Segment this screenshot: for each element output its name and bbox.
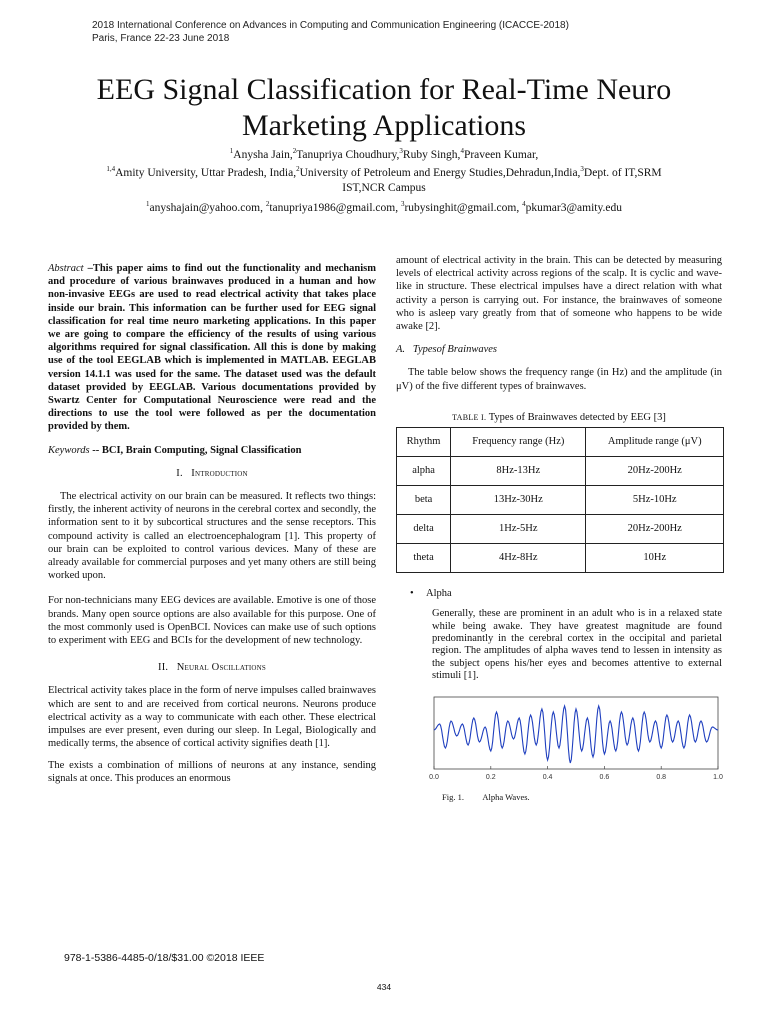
table-cell: theta <box>397 544 451 573</box>
table-caption: TABLE I. Types of Brainwaves detected by EEG [3] <box>452 411 666 423</box>
table-cell: 10Hz <box>586 544 724 573</box>
section-2-para-2-cont: amount of electrical activity in the brain. This can be detected by measuring levels of electrical activity across regions of the scalp. It is cyclic and wave-like in structure. These electrical impulses have a direct relation with what activity a person is carrying out. For instance, the brainwaves of someone who is asleep vary greatly from that of someone who happens to be wide awake [2]. <box>396 255 722 333</box>
alpha-wave-line <box>434 706 718 763</box>
table-cell: 20Hz-200Hz <box>586 515 724 544</box>
abstract-label: Abstract <box>48 263 84 274</box>
table-header-cell: Rhythm <box>397 428 451 457</box>
alpha-figure <box>426 695 722 804</box>
alpha-paragraph: Generally, these are prominent in an adult who is in a relaxed state while being awake. They have greatest magnitude are found predominantly in the cerebral cortex in the occipital and parietal region. The amplitudes of alpha waves tend to lessen in intensity as the subject opens his/her eyes and becomes attentive to external stimuli [1]. <box>432 608 722 682</box>
table-row <box>397 486 724 515</box>
table-cell: 4Hz-8Hz <box>451 544 586 573</box>
section-2-para-1: Electrical activity takes place in the form of nerve impulses called brainwaves which are sent to and are received from cortical neurons. Neurons produce electrical activity as a way to communicate with each other. These electrical impulses are ever present, even during our sleep. In Legal, Biologically and medically terms, the absence of cortical activity signifies death [1]. <box>48 685 376 750</box>
x-tick-label: 0.2 <box>485 773 496 781</box>
subsection-a-heading: A. Typesof Brainwaves <box>396 344 498 356</box>
table-row <box>397 515 724 544</box>
author-affiliation-cont: IST,NCR Campus <box>342 181 426 194</box>
page-number: 434 <box>376 982 392 992</box>
section-2-para-2: The exists a combination of millions of neurons at any instance, sending signals at once. This produces an enormous <box>48 759 376 784</box>
table-cell: beta <box>397 486 451 515</box>
conference-line-1: 2018 International Conference on Advances in Computing and Communication Engineering (ICACCE-2018) <box>92 20 569 31</box>
table-header-row <box>397 428 724 457</box>
alpha-wave-chart <box>426 695 726 787</box>
left-column <box>48 262 376 793</box>
right-column <box>396 254 722 804</box>
title-line-2: Marketing Applications <box>241 109 527 142</box>
bullet-icon: • <box>410 588 414 600</box>
alpha-bullet <box>410 587 722 600</box>
table-header-cell: Amplitude range (μV) <box>586 428 724 457</box>
x-tick-label: 0.0 <box>429 773 439 781</box>
title-line-1: EEG Signal Classification for Real-Time Neuro <box>96 73 672 106</box>
conference-line-2: Paris, France 22-23 June 2018 <box>92 32 230 44</box>
table-cell: 1Hz-5Hz <box>451 515 586 544</box>
figure-caption-text: Alpha Waves. <box>482 791 530 802</box>
x-tick-label: 0.8 <box>656 773 667 781</box>
table-cell: 20Hz-200Hz <box>586 457 724 486</box>
abstract: Abstract –This paper aims to find out the functionality and mechanism and procedure of various brainwaves produced in a human and how non-invasive EEGs are used to read electrical activity that takes place inside our brain. This information can be further used for EEG signal classification for real time neuro marketing applications. In this paper we are going to compare the efficiency of the results of using various algorithms required for signal classification. All this is done by making use of the tool EEGLAB which is implemented in MATLAB. EEGLAB version 14.1.1 was used for the same. The dataset used was the default dataset provided by EEGLAB. Various documentations provided by Swartz Center for Computational Neuroscience were read and the directions to use the tool were followed as per the documentation provided by them. <box>48 263 376 433</box>
keywords: Keywords -- BCI, Brain Computing, Signal Classification <box>48 444 302 456</box>
section-1-para-1: The electrical activity on our brain can be measured. It reflects two things: firstly, the inherent activity of neurons in the cerebral cortex and secondly, the information sent to it by subcortical structures and the sense receptors. This compound activity is called an electroencephalogram [1]. This property of our brain can be exploited to control various devices. Many of these are already available for commercial purposes and yet many others are still being worked upon. <box>48 491 376 582</box>
section-1-heading: I. Introduction <box>176 467 248 479</box>
alpha-heading: Alpha <box>426 588 452 600</box>
author-emails: $^1$anyshajain@yahoo.com, $^2$tanupriya1986@gmail.com, $^3$rubysinghit@gmail.com, $^4$pkumar3@amity.edu <box>146 200 622 214</box>
copyright-footer: 978-1-5386-4485-0/18/$31.00 ©2018 IEEE <box>64 952 265 964</box>
x-tick-label: 0.6 <box>599 773 610 781</box>
table-cell: delta <box>397 515 451 544</box>
x-tick-label: 1.0 <box>713 773 723 781</box>
paper-title <box>40 72 728 144</box>
table-row <box>397 457 724 486</box>
section-2-heading: II. Neural Oscillations <box>158 662 266 674</box>
table-cell: 8Hz-13Hz <box>451 457 586 486</box>
table-cell: alpha <box>397 457 451 486</box>
brainwave-table <box>396 427 724 573</box>
figure-caption <box>442 791 722 804</box>
author-names: $^1$Anysha Jain,$^2$Tanupriya Choudhury,$^3$Ruby Singh,$^4$Praveen Kumar, <box>229 147 539 161</box>
table-cell: 5Hz-10Hz <box>586 486 724 515</box>
section-1-para-2: For non-technicians many EEG devices are available. Emotive is one of those brands. Many open source options are also available for this purpose. One of the most commonly used is OpenBCI. Novices can make use of such options to experiment with EEG and BCIs for the development of new technology. <box>48 595 376 647</box>
x-tick-label: 0.4 <box>542 773 553 781</box>
author-block <box>60 144 708 215</box>
keywords-label: Keywords <box>48 444 90 456</box>
table-row <box>397 544 724 573</box>
figure-label: Fig. 1. <box>442 791 464 802</box>
table-header-cell: Frequency range (Hz) <box>451 428 586 457</box>
table-cell: 13Hz-30Hz <box>451 486 586 515</box>
conference-header <box>92 20 569 45</box>
subsection-a-para: The table below shows the frequency range (in Hz) and the amplitude (in μV) of the five different types of brainwaves. <box>396 367 722 392</box>
author-affiliations: $^{1,4}$Amity University, Uttar Pradesh, India,$^2$University of Petroleum and Energy Studies,Dehradun,India,$^3$Dept. of IT,SRM <box>106 165 662 180</box>
